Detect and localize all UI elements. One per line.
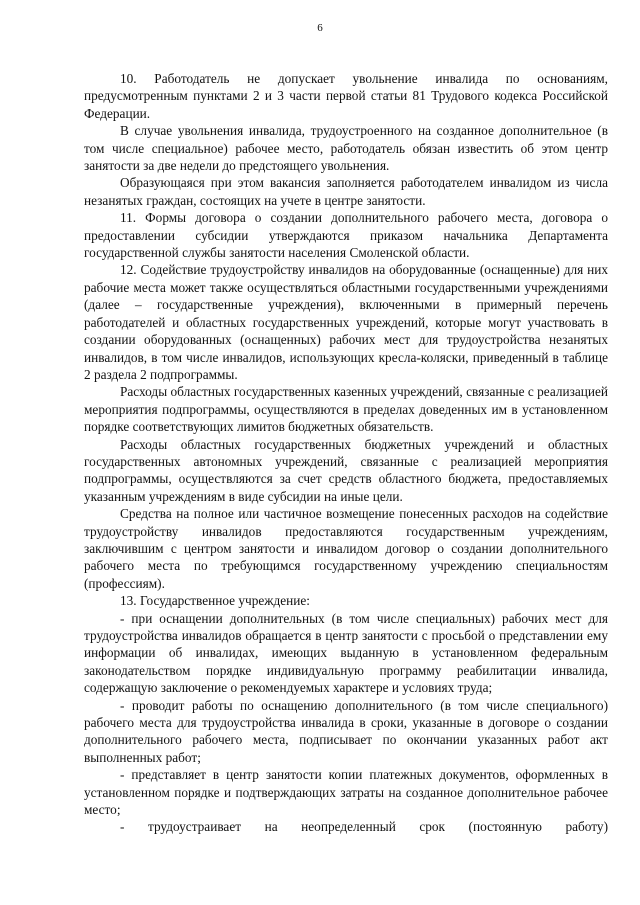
paragraph-dismissal-notice: В случае увольнения инвалида, трудоустроенного на созданное дополнительное (в том числе специальное) рабочее место, работодатель обязан известить об этом центр занятости за две недели до предстоящего увольнения. <box>84 123 608 174</box>
paragraph-reimbursement: Средства на полное или частичное возмещение понесенных расходов на содействие трудоустройству инвалидов предоставляются государственным учреждениям, заключившим с центром занятости и инвалидом договор о создании дополнительного рабочего места по требующимся государственному учреждению специальностям (профессиям). <box>84 506 608 591</box>
paragraph-11: 11. Формы договора о создании дополнительного рабочего места, договора о предоставлении субсидии утверждаются приказом начальника Департамента государственной службы занятости населения Смоленской области. <box>84 210 608 261</box>
list-item-equipping: - при оснащении дополнительных (в том числе специальных) рабочих мест для трудоустройства инвалидов обращается в центр занятости с просьбой о представлении ему информации об инвалидах, имеющих выданную в установленном федеральным законодательством порядке индивидуальную программу реабилитации инвалида, содержащую заключение о рекомендуемых характере и условиях труда; <box>84 610 608 696</box>
paragraph-12: 12. Содействие трудоустройству инвалидов на оборудованные (оснащенные) для них рабочие места может также осуществляться областными государственными учреждениями (далее – государственные учреждения), включенными в примерный перечень работодателей и областных государственных учреждений, которые могут участвовать в создании оборудованных (оснащенных) рабочих мест для трудоустройства незанятых инвалидов, в том числе инвалидов, использующих кресла-коляски, приведенный в таблице 2 раздела 2 подпрограммы. <box>84 262 608 382</box>
paragraph-budget-institution-expenses: Расходы областных государственных бюджетных учреждений и областных государственных автономных учреждений, связанные с реализацией мероприятия подпрограммы, осуществляются за счет средств областного бюджета, предоставляемых указанным учреждениям в виде субсидии на иные цели. <box>84 436 608 504</box>
list-item-employment: - трудоустраивает на неопределенный срок (постоянную работу) <box>120 819 608 835</box>
paragraph-13: 13. Государственное учреждение: <box>120 593 310 609</box>
paragraph-10: 10. Работодатель не допускает увольнение инвалида по основаниям, предусмотренным пунктами 2 и 3 части первой статьи 81 Трудового кодекса Российской Федерации. <box>84 71 608 121</box>
page-number: 6 <box>317 22 323 34</box>
paragraph-vacancy: Образующаяся при этом вакансия заполняется работодателем инвалидом из числа незанятых граждан, состоящих на учете в центре занятости. <box>84 175 608 208</box>
paragraph-state-institution-expenses: Расходы областных государственных казенных учреждений, связанные с реализацией мероприятия подпрограммы, осуществляются в пределах доведенных им в установленном порядке соответствующих лимитов бюджетных обязательств. <box>84 384 608 435</box>
list-item-documents: - представляет в центр занятости копии платежных документов, оформленных в установленном порядке и подтверждающих затраты на созданное дополнительное рабочее место; <box>84 767 608 818</box>
list-item-works: - проводит работы по оснащению дополнительного (в том числе специального) рабочего места для трудоустройства инвалида в сроки, указанные в договоре о создании дополнительного рабочего места, подписывает по окончании указанных работ акт выполненных работ; <box>84 697 608 765</box>
document-body <box>84 70 608 836</box>
